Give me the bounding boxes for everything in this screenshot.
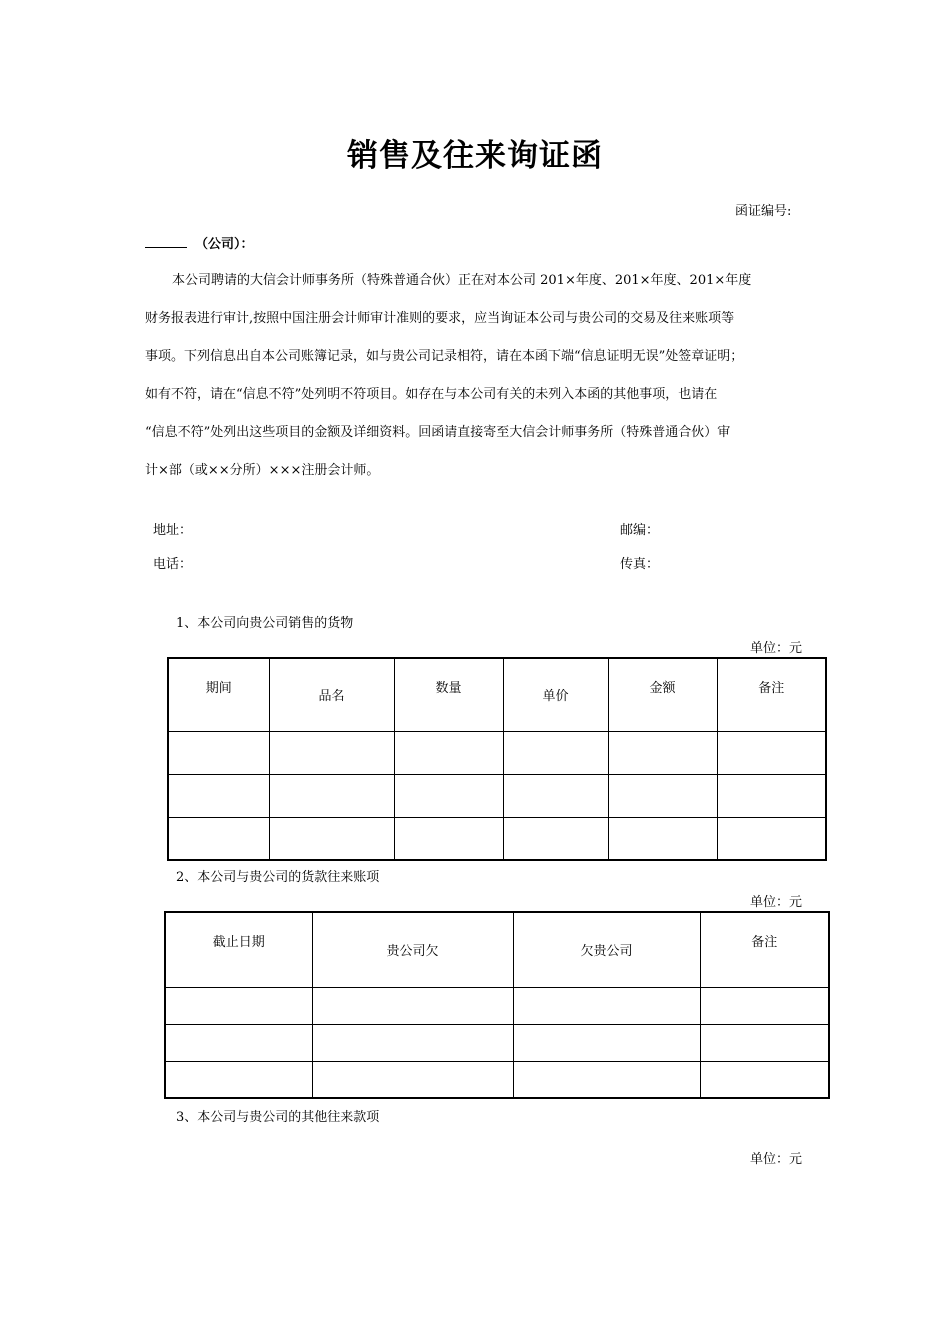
table-header-row (168, 658, 826, 731)
col-header-amount: 金额 (608, 658, 717, 731)
table-cell[interactable] (168, 731, 269, 774)
col-header-remarks: 备注 (700, 912, 829, 987)
body-line: 事项。下列信息出自本公司账簿记录，如与贵公司记录相符，请在本函下端“信息证明无误”处签章证明； (145, 349, 744, 364)
table-cell[interactable] (312, 987, 513, 1024)
table-cell[interactable] (717, 731, 826, 774)
phone-label: 电话： (153, 557, 193, 572)
table-cell[interactable] (394, 774, 503, 817)
section1-heading: 1、本公司向贵公司销售的货物 (176, 616, 354, 631)
col-header-we-owe: 欠贵公司 (513, 912, 700, 987)
table-cell[interactable] (269, 774, 394, 817)
col-header-unit-price: 单价 (503, 658, 608, 731)
table-row (165, 1061, 829, 1098)
section1-unit: 单位：元 (750, 641, 803, 656)
section3-unit: 单位：元 (750, 1152, 803, 1167)
table-cell[interactable] (608, 731, 717, 774)
table-cell[interactable] (165, 1061, 312, 1098)
table-row (168, 817, 826, 860)
table-header-row (165, 912, 829, 987)
table-cell[interactable] (165, 987, 312, 1024)
fax-label: 传真： (620, 557, 660, 572)
table-cell[interactable] (608, 774, 717, 817)
section2-unit: 单位：元 (750, 895, 803, 910)
table-cell[interactable] (168, 817, 269, 860)
table-cell[interactable] (394, 731, 503, 774)
table-cell[interactable] (513, 1024, 700, 1061)
table-cell[interactable] (700, 1024, 829, 1061)
body-line: 财务报表进行审计,按照中国注册会计师审计准则的要求，应当询证本公司与贵公司的交易及往来账项等 (145, 311, 735, 326)
accounts-table (164, 911, 830, 1099)
table-row (168, 731, 826, 774)
table-cell[interactable] (700, 987, 829, 1024)
table-cell[interactable] (312, 1061, 513, 1098)
table-cell[interactable] (503, 731, 608, 774)
table-cell[interactable] (503, 774, 608, 817)
col-header-period: 期间 (168, 658, 269, 731)
table-cell[interactable] (700, 1061, 829, 1098)
col-header-remarks: 备注 (717, 658, 826, 731)
table-cell[interactable] (513, 987, 700, 1024)
col-header-you-owe: 贵公司欠 (312, 912, 513, 987)
table-cell[interactable] (165, 1024, 312, 1061)
table-cell[interactable] (717, 817, 826, 860)
table-cell[interactable] (513, 1061, 700, 1098)
section3-heading: 3、本公司与贵公司的其他往来款项 (176, 1110, 380, 1125)
table-cell[interactable] (394, 817, 503, 860)
body-line: 计×部（或××分所）×××注册会计师。 (145, 463, 380, 478)
sales-table (167, 657, 827, 861)
table-cell[interactable] (717, 774, 826, 817)
section2-heading: 2、本公司与贵公司的货款往来账项 (176, 870, 380, 885)
postcode-label: 邮编： (620, 523, 660, 538)
table-cell[interactable] (269, 731, 394, 774)
table-cell[interactable] (168, 774, 269, 817)
addressee-suffix: （公司）： (195, 237, 254, 252)
table-row (168, 774, 826, 817)
table-cell[interactable] (269, 817, 394, 860)
letter-body (145, 262, 810, 490)
table-cell[interactable] (312, 1024, 513, 1061)
addressee-blank[interactable] (145, 235, 187, 248)
table-row (165, 987, 829, 1024)
table-cell[interactable] (503, 817, 608, 860)
address-label: 地址： (153, 523, 193, 538)
col-header-quantity: 数量 (394, 658, 503, 731)
ref-number-label: 函证编号: (735, 204, 792, 219)
col-header-cutoff-date: 截止日期 (165, 912, 312, 987)
addressee-line (145, 233, 254, 252)
body-line: 如有不符，请在“信息不符”处列明不符项目。如存在与本公司有关的未列入本函的其他事项，也请在 (145, 387, 718, 402)
document-title: 销售及往来询证函 (347, 138, 603, 174)
table-cell[interactable] (608, 817, 717, 860)
body-line: “信息不符”处列出这些项目的金额及详细资料。回函请直接寄至大信会计师事务所（特殊普通合伙）审 (145, 425, 731, 440)
col-header-product: 品名 (269, 658, 394, 731)
table-row (165, 1024, 829, 1061)
body-line: 本公司聘请的大信会计师事务所（特殊普通合伙）正在对本公司 201×年度、201×年度、201×年度 (172, 273, 752, 288)
